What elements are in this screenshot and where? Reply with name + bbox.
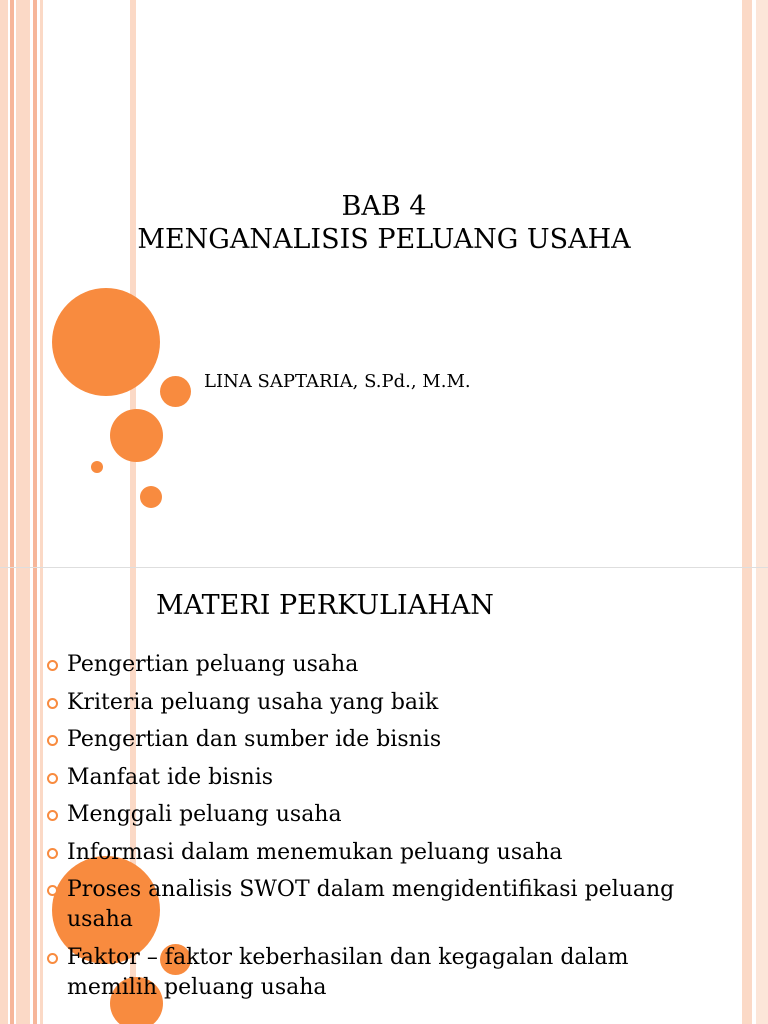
list-item xyxy=(0,763,687,793)
list-item-text: Manfaat ide bisnis xyxy=(67,764,274,790)
list-item xyxy=(0,838,687,868)
list-item-text: Kriteria peluang usaha yang baik xyxy=(67,689,439,715)
decorative-circle-large xyxy=(52,288,160,396)
content-slide xyxy=(0,568,768,1024)
slide-heading: MATERI PERKULIAHAN xyxy=(156,590,494,621)
circle-bullet-icon xyxy=(47,698,58,709)
decorative-stripe xyxy=(40,0,43,568)
list-item xyxy=(0,688,687,718)
decorative-stripe xyxy=(16,0,30,568)
title-line-2: MENGANALISIS PELUANG USAHA xyxy=(137,224,631,255)
slide-title xyxy=(100,190,668,256)
circle-bullet-icon xyxy=(47,810,58,821)
author-subtitle: LINA SAPTARIA, S.Pd., M.M. xyxy=(204,371,471,392)
decorative-circle-small xyxy=(140,486,162,508)
list-item-text: Pengertian peluang usaha xyxy=(67,652,359,677)
decorative-circle-dot xyxy=(91,461,103,473)
list-item-text: Faktor – faktor keberhasilan dan kegagalan dalam memilih peluang usaha xyxy=(67,944,629,1000)
list-item xyxy=(0,875,687,935)
circle-bullet-icon xyxy=(47,735,58,746)
decorative-stripe xyxy=(130,0,136,568)
circle-bullet-icon xyxy=(47,848,58,859)
circle-bullet-icon xyxy=(47,773,58,784)
list-item xyxy=(0,943,687,1003)
decorative-stripe xyxy=(0,0,8,568)
decorative-stripe xyxy=(756,0,768,568)
title-line-1: BAB 4 xyxy=(341,191,427,222)
topic-list xyxy=(0,650,768,1010)
circle-bullet-icon xyxy=(47,953,58,964)
decorative-stripe xyxy=(10,0,14,568)
list-item-text: Proses analisis SWOT dalam mengidentifikasi peluang usaha xyxy=(67,877,675,932)
list-item xyxy=(0,650,687,680)
list-item xyxy=(0,725,687,755)
decorative-stripe xyxy=(33,0,37,568)
list-item-text: Pengertian dan sumber ide bisnis xyxy=(67,727,442,752)
decorative-stripe xyxy=(742,0,752,568)
list-item-text: Menggali peluang usaha xyxy=(67,802,342,827)
decorative-circle-medium xyxy=(110,409,163,462)
circle-bullet-icon xyxy=(47,885,58,896)
decorative-circle-small xyxy=(160,376,191,407)
list-item xyxy=(0,800,687,830)
list-item-text: Informasi dalam menemukan peluang usaha xyxy=(67,839,563,865)
circle-bullet-icon xyxy=(47,660,58,671)
